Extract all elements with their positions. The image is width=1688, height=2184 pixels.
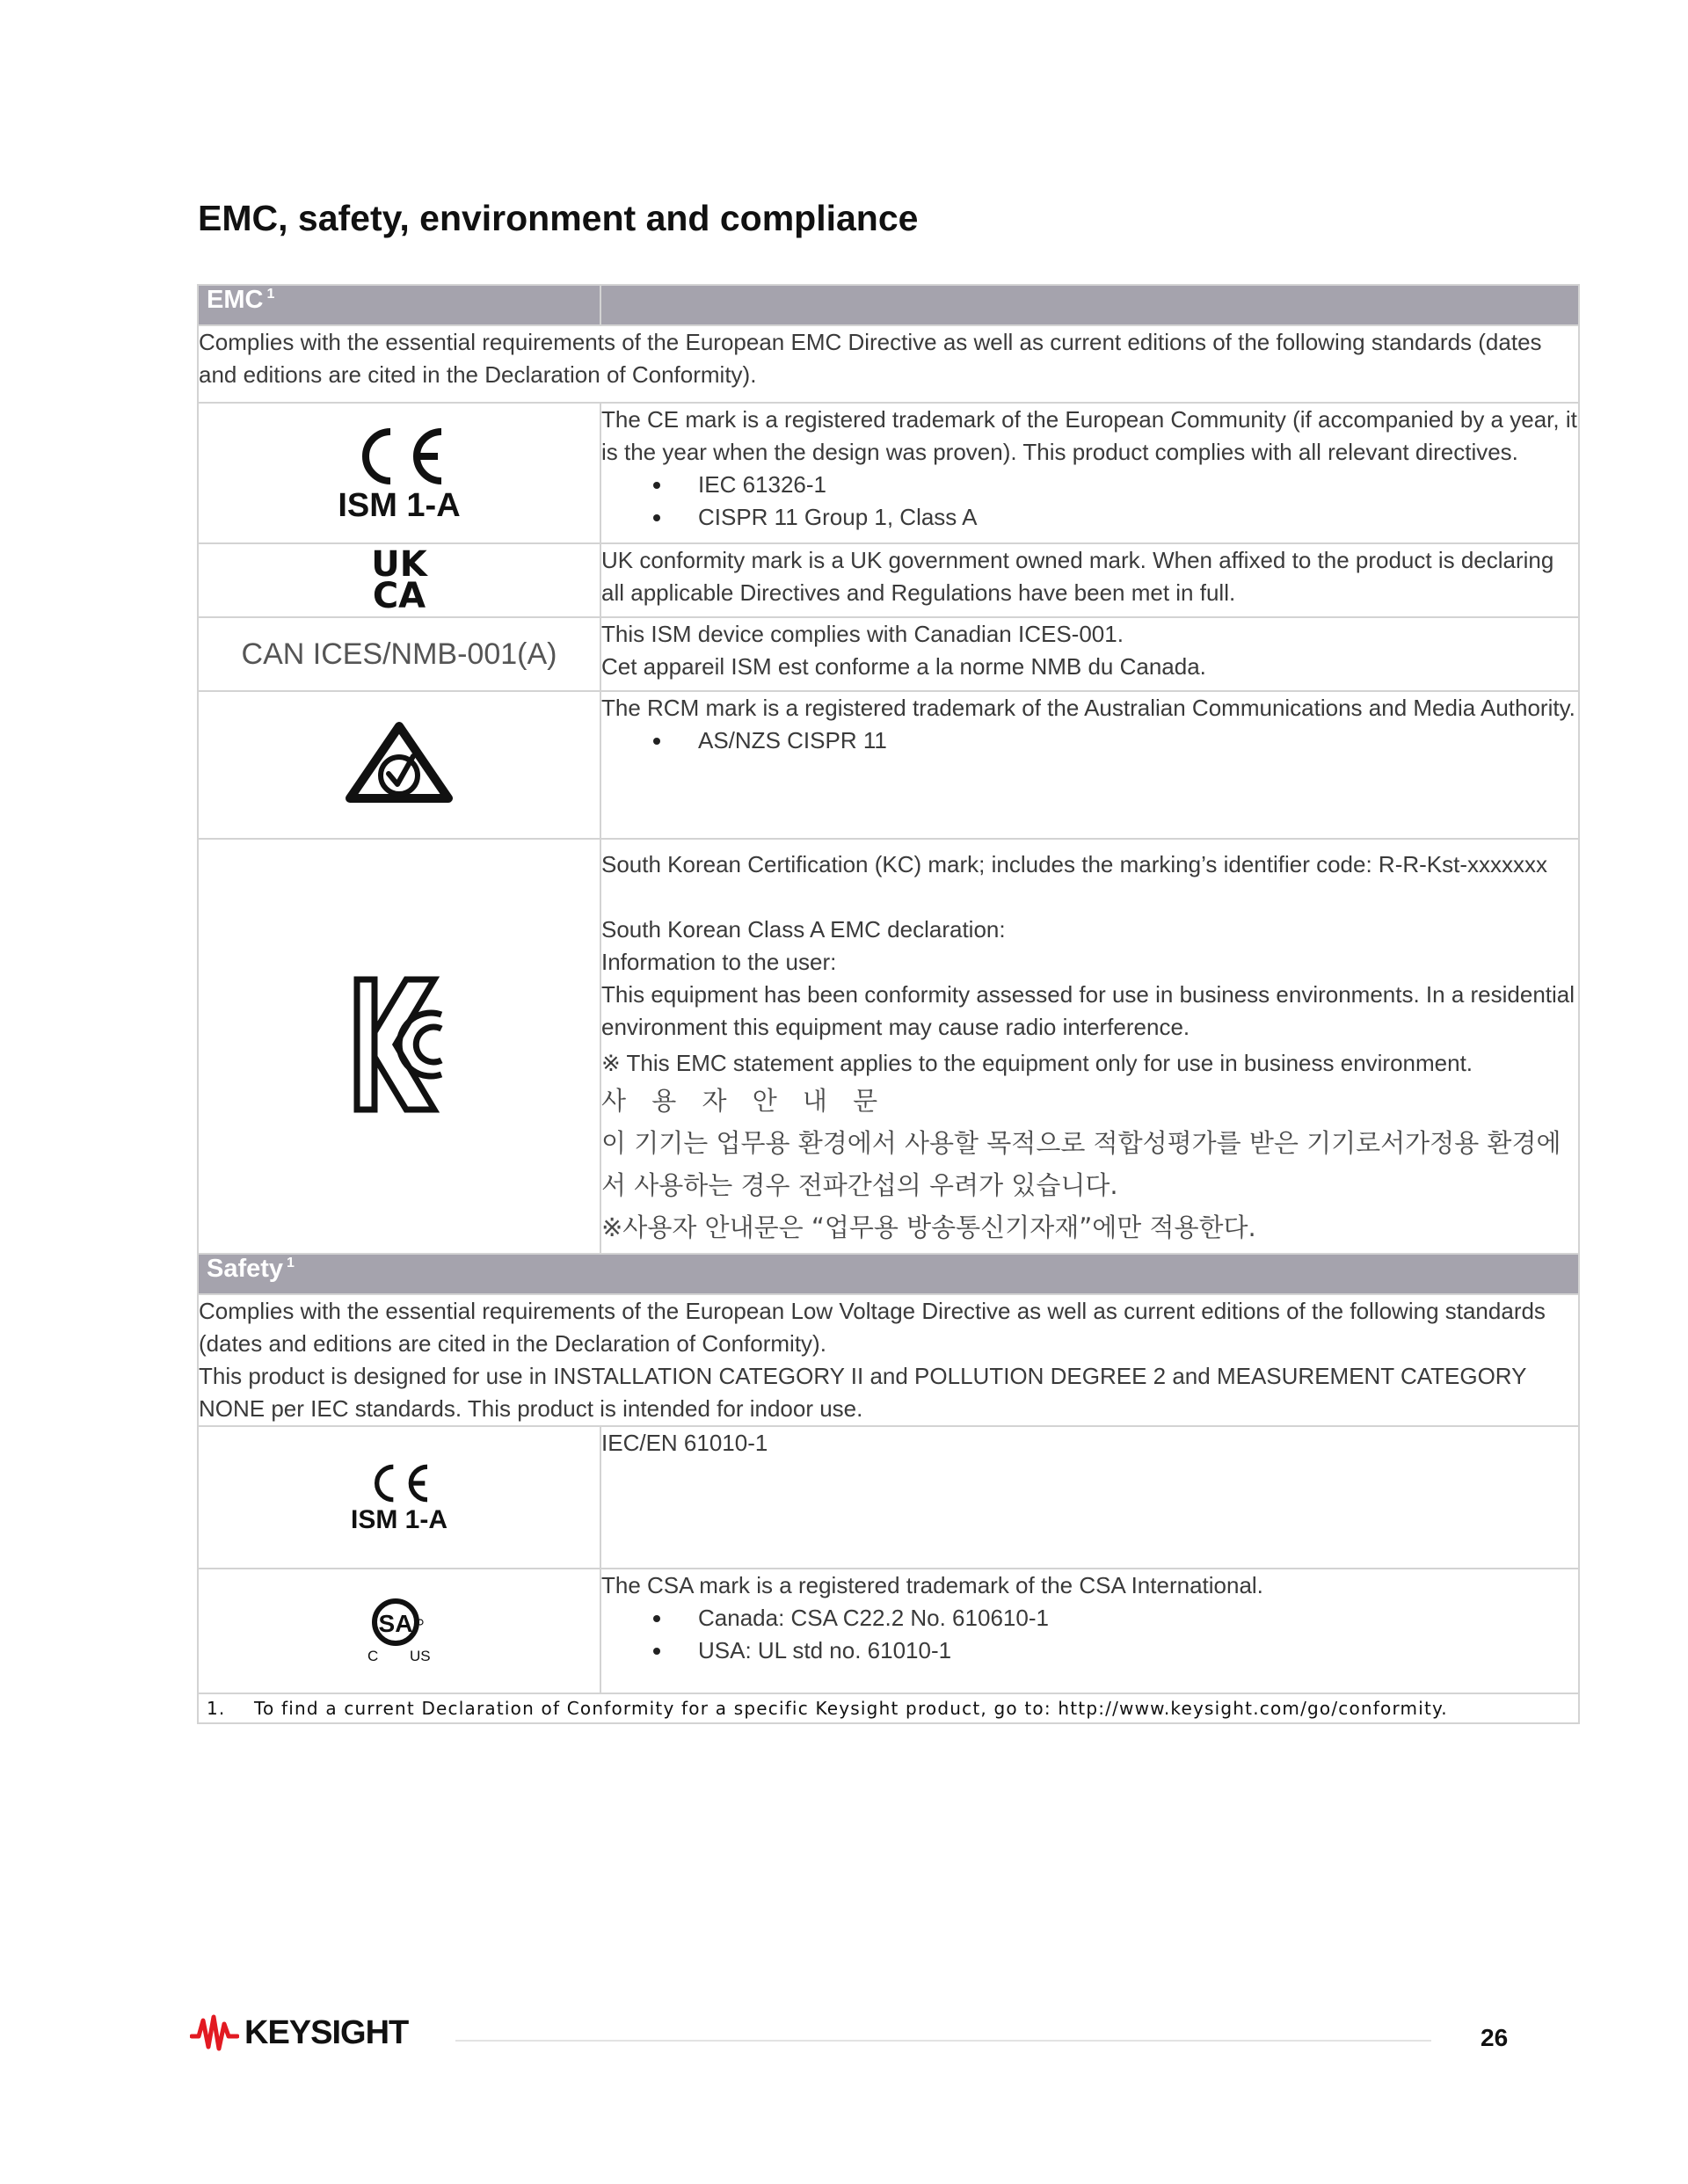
ices-line-fr: Cet appareil ISM est conforme a la norme NMB du Canada. [601, 653, 1206, 680]
ices-line-en: This ISM device complies with Canadian ICES-001. [601, 621, 1124, 647]
safety-intro-category: This product is designed for use in INSTALLATION CATEGORY II and POLLUTION DEGREE 2 and MEASUREMENT CATEGORY NONE per IEC standards. This product is intended for indoor use. [199, 1363, 1526, 1422]
csa-description: The CSA mark is a registered trademark of the CSA International. [601, 1572, 1263, 1598]
ce-standards-list [601, 469, 1578, 534]
ukca-description: UK conformity mark is a UK government owned mark. When affixed to the product is declaring all applicable Directives and Regulations have been met in full. [600, 543, 1579, 617]
page-title: EMC, safety, environment and compliance [198, 198, 919, 238]
emc-header-row [198, 285, 1579, 325]
ce-mark-icon [351, 1462, 447, 1533]
emc-rcm-row [198, 691, 1579, 839]
ce-mark-label: ISM 1-A [350, 1504, 447, 1534]
kc-class-a-line: South Korean Class A EMC declaration: [601, 916, 1006, 943]
can-ices-mark: CAN ICES/NMB-001(A) [241, 637, 557, 671]
list-item: Canada: CSA C22.2 No. 610610-1 [601, 1602, 1578, 1634]
emc-kc-row [198, 839, 1579, 1254]
list-item: CISPR 11 Group 1, Class A [601, 501, 1578, 534]
kc-korean-body: 이 기기는 업무용 환경에서 사용할 목적으로 적합성평가를 받은 기기로서가정용 환경에서 사용하는 경우 전파간섭의 우려가 있습니다. [601, 1128, 1561, 1200]
page-number: 26 [1481, 2024, 1509, 2051]
safety-ce-description: IEC/EN 61010-1 [600, 1426, 1579, 1569]
safety-intro-row [198, 1294, 1579, 1426]
svg-text:C: C [367, 1647, 379, 1664]
list-item: AS/NZS CISPR 11 [601, 724, 1578, 757]
emc-header: EMC $^1$ [207, 286, 275, 314]
rcm-description: The RCM mark is a registered trademark of the Australian Communications and Media Authority. [601, 695, 1575, 721]
ukca-mark-icon: UK CA [371, 544, 427, 616]
safety-header-row [198, 1254, 1579, 1294]
keysight-logo [190, 2013, 408, 2052]
kc-conformity-line: This equipment has been conformity assessed for use in business environments. In a residential environment this equipment may cause radio interference. [601, 981, 1575, 1040]
svg-text:SA: SA [378, 1609, 413, 1637]
footnote-text: To find a current Declaration of Conformity for a specific Keysight product, go to: http://www.keysight.com/go/conformity. [254, 1698, 1448, 1719]
kc-mark-line: South Korean Certification (KC) mark; includes the marking’s identifier code: R-R-Kst-xxxxxxx [601, 851, 1548, 877]
footnote-row [198, 1693, 1579, 1723]
ce-mark-label: ISM 1-A [338, 486, 461, 524]
list-item: IEC 61326-1 [601, 469, 1578, 501]
csa-standards-list [601, 1602, 1578, 1667]
rcm-standards-list [601, 724, 1578, 757]
footer-divider [455, 2040, 1431, 2042]
safety-header: Safety $^1$ [207, 1255, 295, 1283]
safety-csa-row [198, 1569, 1579, 1693]
emc-ices-row [198, 617, 1579, 691]
csa-mark-icon [355, 1594, 443, 1669]
safety-intro-directive: Complies with the essential requirements of the European Low Voltage Directive as well as current editions of the following standards (dates and editions are cited in the Declaration of Conformity). [199, 1298, 1546, 1357]
keysight-wave-icon [190, 2013, 239, 2052]
svg-text:US: US [410, 1647, 431, 1664]
emc-ce-row [198, 403, 1579, 543]
list-item: USA: UL std no. 61010-1 [601, 1634, 1578, 1667]
kc-mark-icon [353, 976, 445, 1117]
kc-korean-heading: 사 용 자 안 내 문 [601, 1086, 887, 1116]
kc-info-line: Information to the user: [601, 949, 837, 975]
emc-intro: Complies with the essential requirements of the European EMC Directive as well as current editions of the following standards (dates and editions are cited in the Declaration of Conformity). [198, 325, 1579, 403]
ce-description: The CE mark is a registered trademark of the European Community (if accompanied by a year, it is the year when the design was proven). This product complies with all relevant directives. [601, 406, 1577, 465]
compliance-table [197, 284, 1580, 1724]
safety-ce-row [198, 1426, 1579, 1569]
rcm-mark-icon [345, 721, 454, 810]
kc-korean-note: ※사용자 안내문은 “업무용 방송통신기자재”에만 적용한다. [601, 1212, 1256, 1242]
ce-mark-icon [338, 425, 460, 522]
emc-ukca-row [198, 543, 1579, 617]
kc-statement-line: ※ This EMC statement applies to the equipment only for use in business environment. [601, 1050, 1473, 1076]
keysight-wordmark: KEYSIGHT [244, 2013, 409, 2051]
footnote-number: 1. [207, 1698, 226, 1719]
emc-intro-row [198, 325, 1579, 403]
